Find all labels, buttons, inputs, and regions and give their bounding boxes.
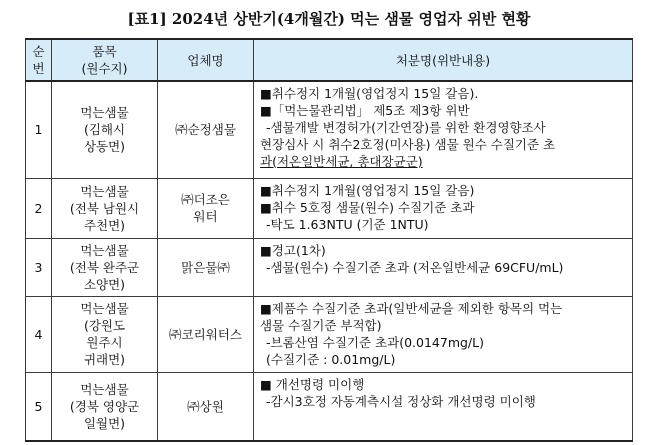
action-line: -감시3호정 자동계측시설 정상화 개선명령 미이행 <box>266 393 536 409</box>
table-title: [표1] 2024년 상반기(4개월간) 먹는 샘물 영업자 위반 현황 <box>127 10 531 28</box>
product-cell <box>52 296 158 372</box>
action-line: ■제품수 수질기준 초과(일반세균을 제외한 항목의 먹는 <box>260 300 563 316</box>
action-cell <box>254 372 633 441</box>
product-line: 먹는샘물 <box>80 242 129 258</box>
product-cell <box>52 238 158 296</box>
action-line: -샘물개발 변경허가(기간연장)를 위한 환경영향조사 <box>266 120 546 135</box>
action-line: ■취수정지 1개월(영업정지 15일 갈음) <box>260 182 475 198</box>
action-line: (수질기준 : 0.01mg/L) <box>266 351 396 367</box>
product-line: (경북 영양군 <box>69 398 140 414</box>
violation-table <box>25 38 633 442</box>
action-line: -탁도 1.63NTU (기준 1NTU) <box>266 216 429 232</box>
product-line: 먹는샘물 <box>80 183 129 199</box>
product-line: (전북 남원시 <box>69 200 140 216</box>
table-row <box>26 296 633 372</box>
header-product: 품목 (원수지) <box>52 39 158 81</box>
row-number: 1 <box>26 81 52 178</box>
header-company: 업체명 <box>158 39 254 81</box>
header-action: 처분명(위반내용) <box>254 39 633 81</box>
row-number: 2 <box>26 178 52 238</box>
action-line: 과(저온일반세균, 총대장균군) <box>260 154 423 169</box>
product-line: 먹는샘물 <box>80 105 129 121</box>
header-no: 순 번 <box>26 39 52 81</box>
company-cell: ㈜상원 <box>158 372 254 441</box>
company-cell: ㈜더조은 워터 <box>158 178 254 238</box>
action-line: ■「먹는물관리법」 제5조 제3항 위반 <box>260 103 470 118</box>
product-line: 먹는샘물 <box>80 301 129 316</box>
product-line: 귀래면) <box>83 352 126 367</box>
company-cell: 맑은물㈜ <box>158 238 254 296</box>
product-line: (강원도 <box>83 318 126 333</box>
product-line: (김해시 <box>83 122 126 138</box>
table-row <box>26 81 633 178</box>
action-line: ■ 개선명령 미이행 <box>260 376 365 392</box>
row-number: 4 <box>26 296 52 372</box>
product-cell <box>52 81 158 178</box>
action-line: -브롬산염 수질기준 초과(0.0147mg/L) <box>266 334 484 350</box>
product-line: (전북 완주군 <box>69 259 140 275</box>
action-cell <box>254 81 633 178</box>
action-cell <box>254 238 633 296</box>
table-row <box>26 238 633 296</box>
action-line: -샘물(원수) 수질기준 초과 (저온일반세균 69CFU/mL) <box>266 259 564 275</box>
company-cell: ㈜코리워터스 <box>158 296 254 372</box>
company-cell: ㈜순정샘물 <box>158 81 254 178</box>
action-cell <box>254 296 633 372</box>
product-line: 주천면) <box>83 217 126 233</box>
product-line: 상동면) <box>83 139 126 155</box>
product-line: 원주시 <box>86 335 123 350</box>
row-number: 3 <box>26 238 52 296</box>
product-cell <box>52 178 158 238</box>
header-row <box>26 39 633 81</box>
product-cell <box>52 372 158 441</box>
row-number: 5 <box>26 372 52 441</box>
action-line: 현장심사 시 취수2호정(미사용) 샘물 원수 수질기준 초 <box>260 137 556 152</box>
action-cell <box>254 178 633 238</box>
table-row <box>26 178 633 238</box>
product-line: 일월면) <box>83 415 126 431</box>
product-line: 먹는샘물 <box>80 381 129 397</box>
product-line: 소양면) <box>83 276 126 292</box>
action-line: ■취수 5호정 샘물(원수) 수질기준 초과 <box>260 199 475 215</box>
table-row <box>26 372 633 441</box>
action-line: 샘물 수질기준 부적합) <box>260 317 382 333</box>
action-line: ■경고(1차) <box>260 242 326 258</box>
action-line: ■취수정지 1개월(영업정지 15일 갈음). <box>260 86 479 101</box>
